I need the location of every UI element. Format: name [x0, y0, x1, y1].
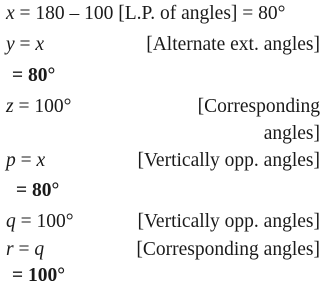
equation-p-equals: = — [15, 150, 37, 171]
reason-corresponding-line1: [Corresponding — [197, 96, 320, 117]
variable-x-ref-2: x — [36, 150, 46, 171]
reason-corresponding-line2: angles] — [263, 123, 320, 144]
variable-x-ref: x — [35, 34, 45, 55]
equation-r-equals: = — [13, 239, 35, 260]
variable-y: y — [6, 34, 15, 55]
result-p: = 80° — [16, 180, 60, 201]
equation-x — [6, 4, 285, 24]
result-r: = 100° — [12, 265, 66, 286]
reason-vertically-opp-1: [Vertically opp. angles] — [137, 150, 320, 171]
equation-y-equals: = — [14, 34, 36, 55]
variable-z: z — [6, 96, 14, 117]
equation-q — [6, 212, 74, 232]
variable-q-ref: q — [34, 239, 45, 260]
equation-r — [6, 240, 44, 260]
equation-q-body: = 100° — [15, 211, 74, 232]
equation-z-body: = 100° — [13, 96, 72, 117]
equation-x-body: = 180 – 100 [L.P. of angles] = 80° — [14, 3, 286, 24]
variable-r: r — [6, 239, 14, 260]
result-y: = 80° — [12, 65, 56, 86]
equation-p — [6, 151, 45, 171]
variable-q: q — [6, 211, 16, 232]
reason-corresponding-angles: [Corresponding angles] — [136, 239, 320, 260]
reason-vertically-opp-2: [Vertically opp. angles] — [137, 211, 320, 232]
variable-x: x — [6, 3, 15, 24]
equation-y — [6, 35, 44, 55]
equation-z — [6, 97, 71, 117]
reason-alternate-ext: [Alternate ext. angles] — [146, 34, 320, 55]
variable-p: p — [6, 150, 16, 171]
